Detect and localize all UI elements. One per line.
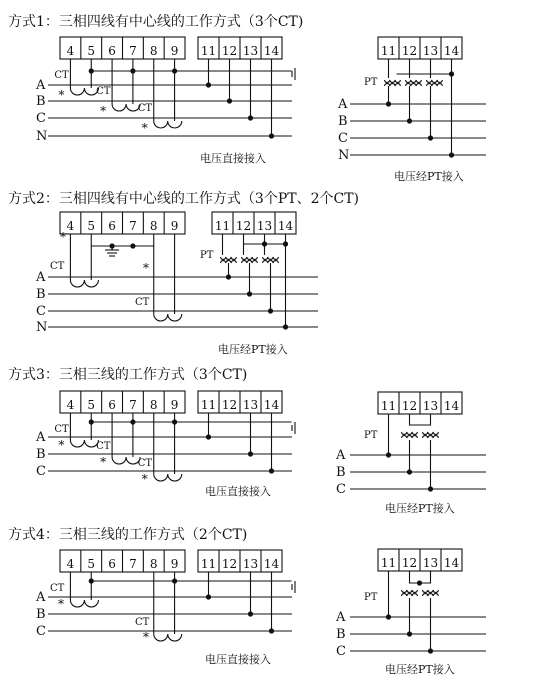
terminal-4: 4 [66,398,75,412]
junction-dot [386,452,391,457]
terminal-13: 13 [256,219,273,233]
terminal-6: 6 [108,398,116,412]
ct-coil [112,104,140,111]
terminal-12: 12 [401,556,418,570]
terminal-13: 13 [242,398,259,412]
phase-label-A: A [36,590,46,605]
phase-label-N: N [338,148,350,163]
junction-dot [89,578,94,583]
caption-right: 电压经PT接入 [394,170,464,183]
junction-dot [227,98,232,103]
terminal-4: 4 [66,219,75,233]
terminal-5: 5 [87,398,96,412]
ct-coil [154,121,182,128]
terminal-14: 14 [443,399,460,413]
junction-dot [130,243,135,248]
phase-label-A: A [338,97,348,112]
phase-label-A: A [336,610,346,625]
ct-label: CT [54,70,69,81]
caption-right: 电压经PT接入 [218,343,288,356]
phase-label-B: B [336,627,346,642]
polarity-star: * [143,261,149,275]
terminal-11: 11 [200,398,217,412]
terminal-13: 13 [422,399,439,413]
ct-coil [70,88,98,95]
caption-left: 电压直接接入 [205,485,271,498]
pt-coil [423,432,439,434]
ct-coil [112,457,140,464]
terminal-13: 13 [242,44,259,58]
terminal-12: 12 [401,44,418,58]
junction-dot [386,101,391,106]
junction-dot [269,628,274,633]
polarity-star: * [58,597,64,611]
phase-label-B: B [36,607,46,622]
pt-coil [423,590,439,592]
caption-right: 电压经PT接入 [385,663,455,676]
terminal-8: 8 [149,44,158,58]
junction-dot [428,648,433,653]
junction-dot [206,434,211,439]
terminal-11: 11 [214,219,231,233]
junction-dot [428,486,433,491]
junction-dot [89,68,94,73]
ct-coil [70,440,98,447]
terminal-14: 14 [263,398,280,412]
phase-label-A: A [336,448,346,463]
pt-coil [423,436,439,438]
terminal-14: 14 [277,219,294,233]
terminal-8: 8 [149,219,158,233]
pt-coil [423,594,439,596]
junction-dot [248,611,253,616]
pt-label: PT [364,77,378,88]
terminal-11: 11 [380,44,397,58]
phase-label-B: B [36,94,46,109]
polarity-star: * [60,230,66,244]
ct-label: CT [96,441,111,452]
junction-dot [269,133,274,138]
terminal-4: 4 [66,557,75,571]
terminal-14: 14 [263,557,280,571]
caption-left: 电压直接接入 [205,653,271,666]
terminal-7: 7 [129,398,137,412]
terminal-13: 13 [422,44,439,58]
junction-dot [407,469,412,474]
terminal-7: 7 [129,219,137,233]
terminal-12: 12 [221,398,238,412]
junction-dot [172,578,177,583]
junction-dot [89,419,94,424]
phase-label-B: B [338,114,348,129]
phase-label-C: C [336,482,346,497]
terminal-5: 5 [87,219,96,233]
ct-coil [70,280,98,287]
caption-left: 电压直接接入 [200,152,266,165]
terminal-12: 12 [221,557,238,571]
junction-dot [248,451,253,456]
junction-dot [407,631,412,636]
pt-label: PT [364,592,378,603]
junction-dot [417,580,422,585]
title-mode-1: 方式1：三相四线有中心线的工作方式（3个CT) [8,14,304,30]
terminal-6: 6 [108,557,116,571]
junction-dot [283,241,288,246]
phase-label-C: C [36,111,46,126]
phase-label-B: B [336,465,346,480]
terminal-14: 14 [443,44,460,58]
pt-coil [402,590,418,592]
terminal-9: 9 [170,219,179,233]
terminal-9: 9 [170,557,179,571]
polarity-star: * [141,472,148,486]
junction-dot [268,308,273,313]
pt-coil [406,80,422,82]
terminal-9: 9 [170,398,179,412]
polarity-star: * [143,630,149,644]
terminal-14: 14 [263,44,280,58]
ct-coil [154,314,182,321]
terminal-11: 11 [380,399,397,413]
terminal-9: 9 [170,44,179,58]
terminal-11: 11 [200,557,217,571]
pt-coil [263,257,279,259]
terminal-8: 8 [149,398,158,412]
terminal-11: 11 [200,44,217,58]
phase-label-C: C [36,624,46,639]
pt-coil [385,84,401,86]
junction-dot [248,115,253,120]
phase-label-A: A [36,270,46,285]
polarity-star: * [58,438,65,452]
terminal-8: 8 [149,557,158,571]
title-mode-4: 方式4：三相三线的工作方式（2个CT) [8,527,248,543]
terminal-13: 13 [242,557,259,571]
junction-dot [428,135,433,140]
junction-dot [247,291,252,296]
phase-label-C: C [36,464,46,479]
terminal-12: 12 [221,44,238,58]
junction-dot [130,419,135,424]
pt-coil [402,594,418,596]
ct-label: CT [137,103,153,114]
phase-label-C: C [36,304,46,319]
junction-dot [449,71,454,76]
terminal-13: 13 [422,556,439,570]
polarity-star: * [141,121,148,135]
terminal-7: 7 [129,44,137,58]
terminal-5: 5 [87,44,96,58]
pt-coil [406,84,422,86]
ct-label: CT [50,261,65,272]
phase-label-A: A [36,430,46,445]
junction-dot [386,614,391,619]
phase-label-N: N [36,320,48,335]
pt-coil [221,261,237,263]
junction-dot [130,68,135,73]
title-mode-3: 方式3：三相三线的工作方式（3个CT) [8,367,248,383]
junction-dot [449,152,454,157]
ct-label: CT [135,297,150,308]
phase-label-N: N [36,129,48,144]
pt-label: PT [200,250,214,261]
phase-label-A: A [36,78,46,93]
polarity-star: * [58,88,65,102]
terminal-6: 6 [108,219,116,233]
terminal-7: 7 [129,557,137,571]
terminal-14: 14 [443,556,460,570]
pt-coil [263,261,279,263]
junction-dot [283,324,288,329]
pt-common [410,414,431,425]
pt-coil [242,257,258,259]
ct-label: CT [137,458,153,469]
polarity-star: * [100,455,107,469]
pt-coil [221,257,237,259]
pt-label: PT [364,430,378,441]
pt-coil [427,84,443,86]
junction-dot [269,468,274,473]
pt-coil [242,261,258,263]
caption-right: 电压经PT接入 [385,502,455,515]
junction-dot [206,594,211,599]
pt-coil [402,432,418,434]
terminal-5: 5 [87,557,96,571]
phase-label-B: B [36,287,46,302]
ct-label: CT [135,617,150,628]
terminal-4: 4 [66,44,75,58]
ct-label: CT [50,583,65,594]
junction-dot [226,274,231,279]
ct-coil [70,600,98,607]
ct-label: CT [96,86,111,97]
terminal-11: 11 [380,556,397,570]
ct-label: CT [54,424,69,435]
pt-coil [427,80,443,82]
pt-coil [402,436,418,438]
polarity-star: * [100,104,107,118]
phase-label-C: C [336,644,346,659]
ct-coil [154,474,182,481]
pt-coil [385,80,401,82]
junction-dot [262,241,267,246]
ct-coil [154,634,182,641]
terminal-6: 6 [108,44,116,58]
terminal-12: 12 [235,219,252,233]
junction-dot [407,118,412,123]
phase-label-B: B [36,447,46,462]
phase-label-C: C [338,131,348,146]
terminal-12: 12 [401,399,418,413]
junction-dot [206,82,211,87]
title-mode-2: 方式2：三相四线有中心线的工作方式（3个PT、2个CT) [8,191,359,207]
